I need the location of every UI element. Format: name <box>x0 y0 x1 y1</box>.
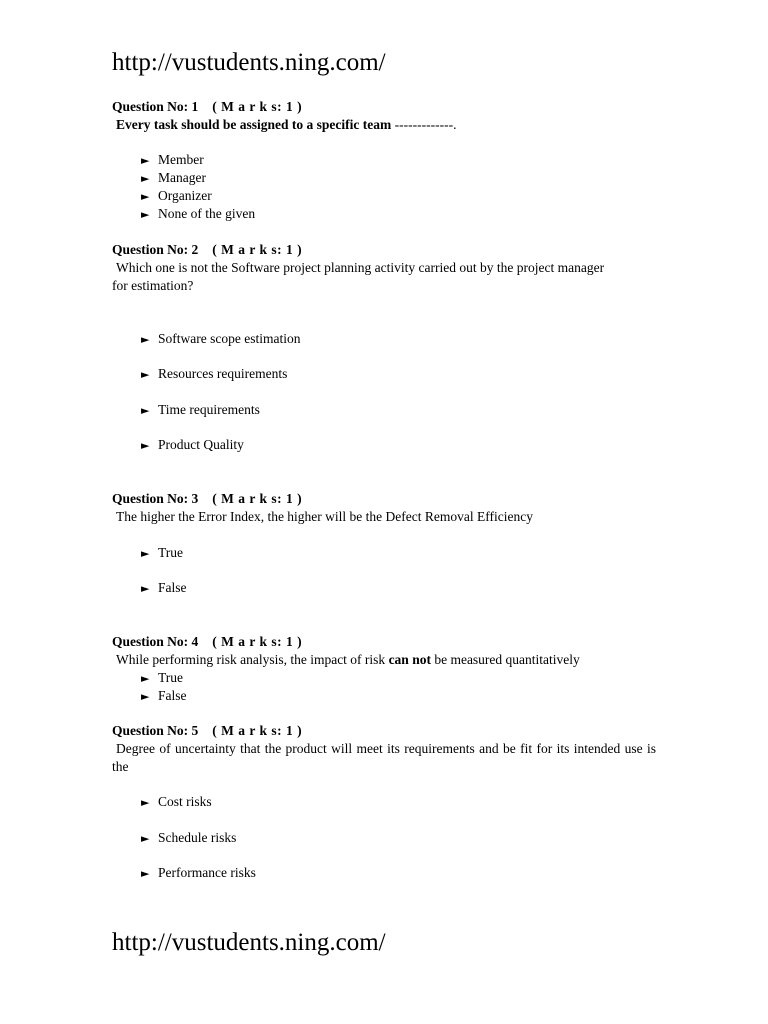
question-heading <box>112 490 656 508</box>
question-number: Question No: 4 <box>112 634 199 649</box>
marks-label: ( M a r k s: 1 ) <box>212 99 303 114</box>
option-label: Manager <box>158 170 206 185</box>
option-item[interactable] <box>141 579 187 597</box>
arrow-right-icon: ► <box>141 582 150 595</box>
option-item[interactable] <box>141 205 255 223</box>
marks-label: ( M a r k s: 1 ) <box>212 242 303 257</box>
footer-url[interactable]: http://vustudents.ning.com/ <box>112 929 386 956</box>
question-text <box>112 116 656 134</box>
arrow-right-icon: ► <box>141 190 150 203</box>
arrow-right-icon: ► <box>141 796 150 809</box>
question-number: Question No: 1 <box>112 99 199 114</box>
question-text: Which one is not the Software project planning activity carried out by the project manager for estimation? <box>112 260 605 293</box>
question-5 <box>112 722 656 776</box>
option-item[interactable] <box>141 151 204 169</box>
question-heading <box>112 722 656 740</box>
question-2 <box>112 241 656 295</box>
option-label: True <box>158 545 184 560</box>
arrow-right-icon: ► <box>141 672 150 685</box>
arrow-right-icon: ► <box>141 547 150 560</box>
question-heading <box>112 98 656 116</box>
question-text-before: While performing risk analysis, the impact of risk <box>116 652 389 667</box>
arrow-right-icon: ► <box>141 208 150 221</box>
question-text-blank: -------------. <box>391 117 457 132</box>
option-item[interactable] <box>141 793 212 811</box>
arrow-right-icon: ► <box>141 832 150 845</box>
option-label: Cost risks <box>158 794 212 809</box>
option-label: Time requirements <box>158 402 260 417</box>
arrow-right-icon: ► <box>141 333 150 346</box>
arrow-right-icon: ► <box>141 368 150 381</box>
question-text: The higher the Error Index, the higher will be the Defect Removal Efficiency <box>116 509 533 524</box>
option-item[interactable] <box>141 687 187 705</box>
marks-label: ( M a r k s: 1 ) <box>212 723 303 738</box>
question-number: Question No: 5 <box>112 723 199 738</box>
option-item[interactable] <box>141 829 236 847</box>
arrow-right-icon: ► <box>141 404 150 417</box>
option-item[interactable] <box>141 401 260 419</box>
question-text <box>112 651 656 669</box>
header-url[interactable]: http://vustudents.ning.com/ <box>112 49 386 76</box>
option-item[interactable] <box>141 187 212 205</box>
option-item[interactable] <box>141 669 183 687</box>
question-3 <box>112 490 656 526</box>
option-label: Schedule risks <box>158 830 237 845</box>
question-text: Degree of uncertainty that the product will meet its requirements and be fit for its intended use is the <box>112 741 656 774</box>
question-text-main: Every task should be assigned to a specific team <box>116 117 392 132</box>
option-label: True <box>158 670 184 685</box>
option-label: Member <box>158 152 204 167</box>
marks-label: ( M a r k s: 1 ) <box>212 634 303 649</box>
option-label: Resources requirements <box>158 366 288 381</box>
option-item[interactable] <box>141 169 206 187</box>
question-number: Question No: 3 <box>112 491 199 506</box>
question-heading <box>112 241 656 259</box>
option-item[interactable] <box>141 436 244 454</box>
arrow-right-icon: ► <box>141 867 150 880</box>
option-label: False <box>158 688 187 703</box>
arrow-right-icon: ► <box>141 439 150 452</box>
question-text-emphasis: can not <box>388 652 431 667</box>
option-item[interactable] <box>141 544 183 562</box>
arrow-right-icon: ► <box>141 690 150 703</box>
question-1 <box>112 98 656 134</box>
question-heading <box>112 633 656 651</box>
arrow-right-icon: ► <box>141 172 150 185</box>
option-label: Performance risks <box>158 865 256 880</box>
option-label: Product Quality <box>158 437 244 452</box>
question-text-after: be measured quantitatively <box>430 652 580 667</box>
option-item[interactable] <box>141 330 300 348</box>
option-label: False <box>158 580 187 595</box>
option-label: None of the given <box>158 206 256 221</box>
option-label: Organizer <box>158 188 212 203</box>
option-label: Software scope estimation <box>158 331 301 346</box>
question-number: Question No: 2 <box>112 242 199 257</box>
question-4 <box>112 633 656 669</box>
option-item[interactable] <box>141 864 256 882</box>
arrow-right-icon: ► <box>141 154 150 167</box>
option-item[interactable] <box>141 365 287 383</box>
marks-label: ( M a r k s: 1 ) <box>212 491 303 506</box>
